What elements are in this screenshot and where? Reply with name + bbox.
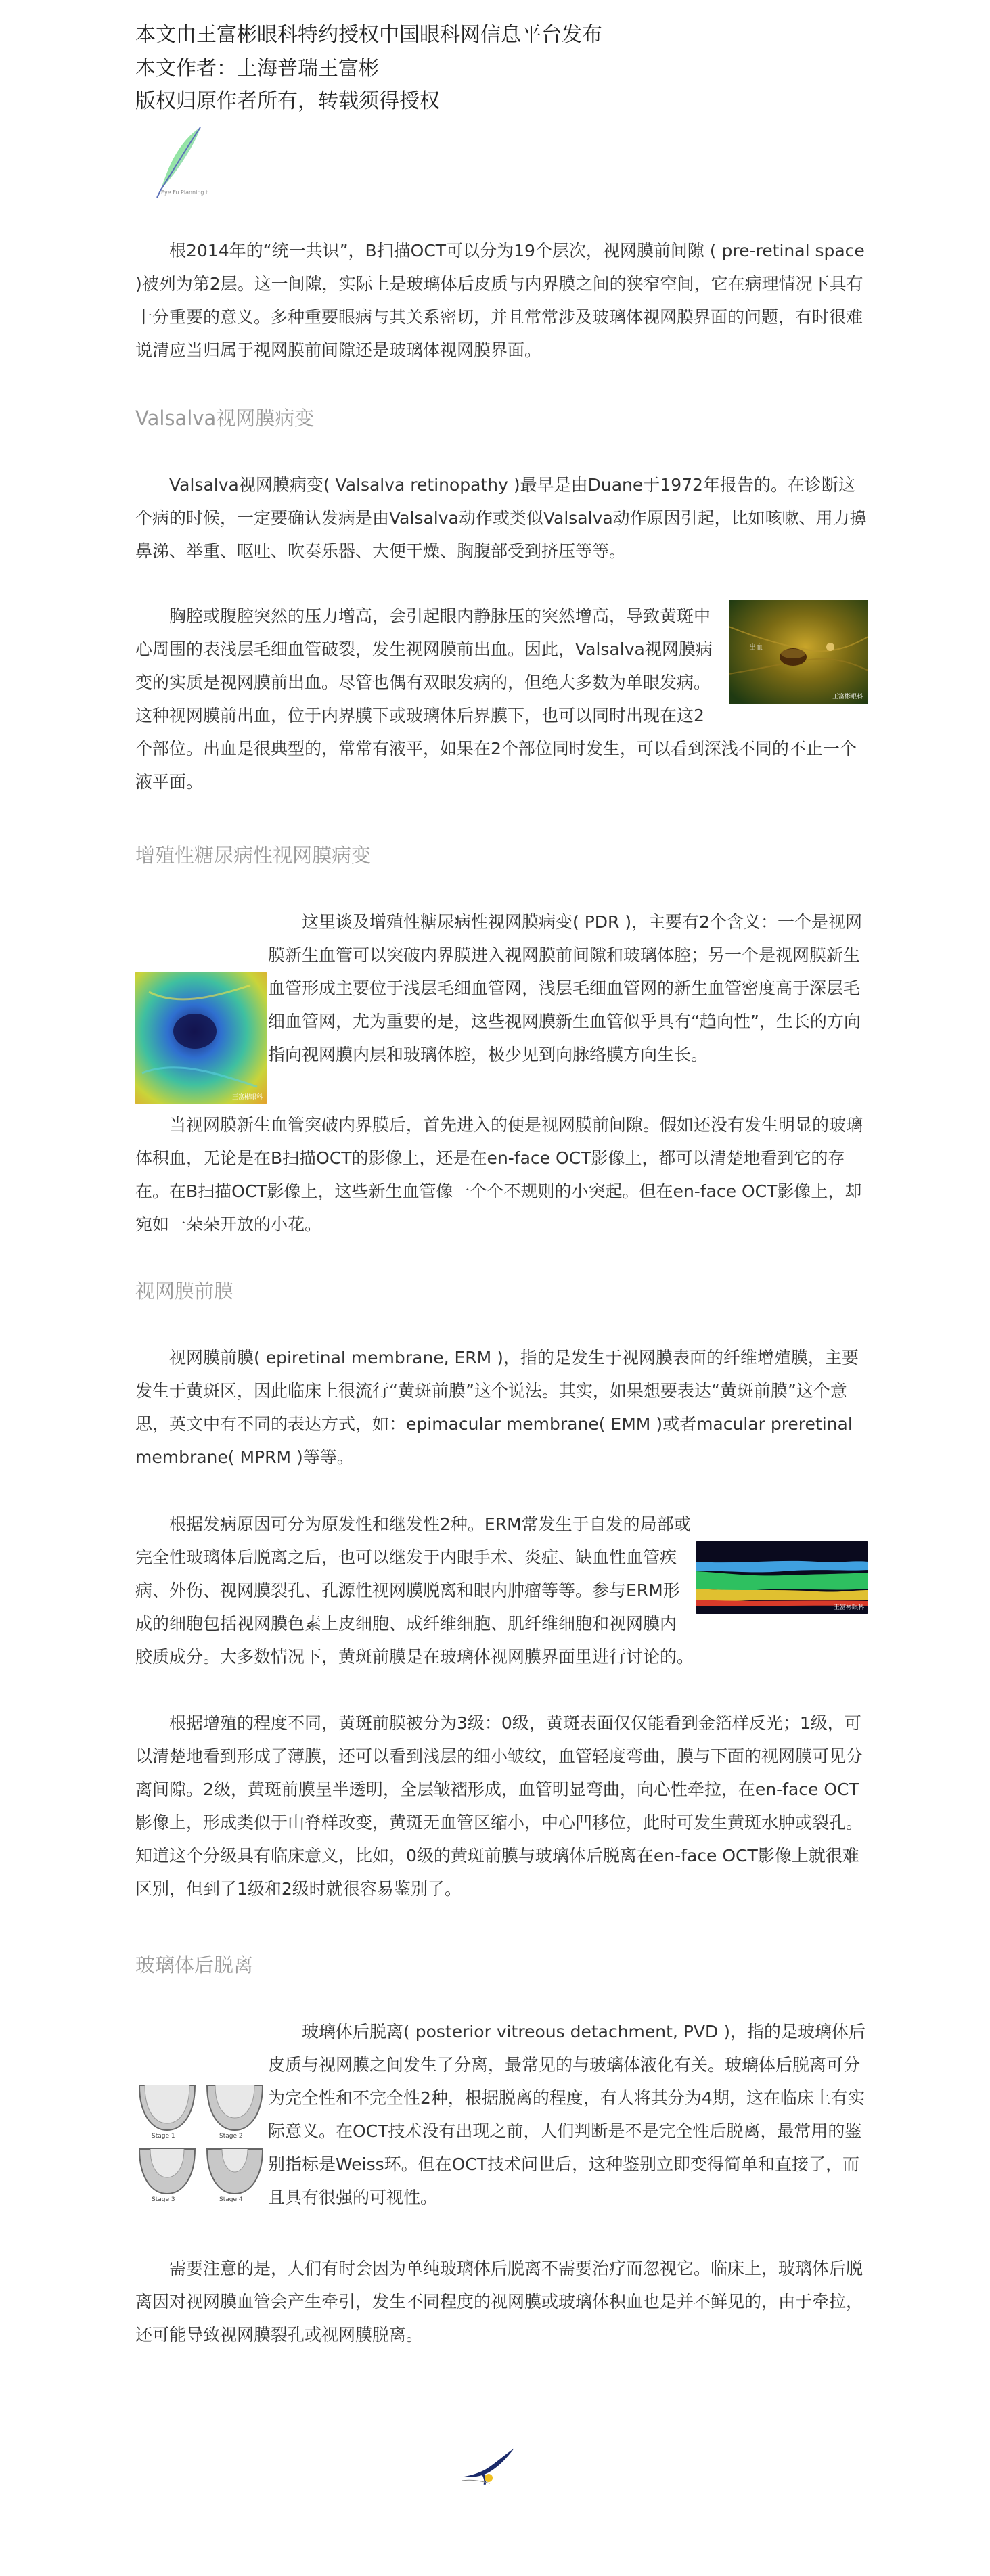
pdr-image-spacer <box>135 972 268 1104</box>
pdr-paragraph-1-text: 这里谈及增殖性糖尿病性视网膜病变( PDR )，主要有2个含义：一个是视网膜新生血管可以突破内界膜进入视网膜前间隙和玻璃体腔；另一个是视网膜新生血管形成主要位于浅层毛细血管网，浅层毛细血管网的新生血管密度高于深层毛细血管网，尤为重要的是，这些视网膜新生血管似乎具有“趋向性”，生长的方向指向视网膜内层和玻璃体腔，极少见到向脉络膜方向生长。 <box>268 912 863 1064</box>
pvd-stage-1-label: Stage 1 <box>152 2133 175 2140</box>
attribution-line: 本文由王富彬眼科特约授权中国眼科网信息平台发布 <box>135 23 602 47</box>
copyright-line: 版权归原作者所有，转载须得授权 <box>135 89 440 113</box>
valsalva-image-watermark: 王富彬眼科 <box>832 694 863 700</box>
pvd-paragraph-1 <box>135 2015 868 2214</box>
pdr-image-watermark: 王富彬眼科 <box>231 1094 263 1101</box>
erm-image-spacer <box>691 1541 868 1613</box>
intro-paragraph: 根2014年的“统一共识”，B扫描OCT可以分为19个层次，视网膜前间隙 ( pre-retinal space )被列为第2层。这一间隙，实际上是玻璃体后皮质与内界膜之间的狭窄空间，它在病理情况下具有十分重要的意义。多种重要眼病与其关系密切，并且常常涉及玻璃体视网膜界面的问题，有时很难说清应当归属于视网膜前间隙还是玻璃体视网膜界面。 <box>135 241 865 360</box>
section-title-pdr: 增殖性糖尿病性视网膜病变 <box>135 844 372 867</box>
author-line: 本文作者：上海普瑞王富彬 <box>135 57 379 81</box>
erm-paragraph-1: 视网膜前膜( epiretinal membrane, ERM )，指的是发生于视网膜表面的纤维增殖膜，主要发生于黄斑区，因此临床上很流行“黄斑前膜”这个说法。其实，如果想要表达“黄斑前膜”这个意思，英文中有不同的表达方式，如：epimacular membrane( EMM )或者macular preretinal membrane( MPRM )等等。 <box>135 1348 859 1467</box>
erm-image-watermark: 王富彬眼科 <box>833 1604 864 1611</box>
erm-paragraph-2 <box>135 1508 868 1673</box>
erm-paragraph-2-text: 根据发病原因可分为原发性和继发性2种。ERM常发生于自发的局部或完全性玻璃体后脱离之后，也可以继发于内眼手术、炎症、缺血性血管疾病、外伤、视网膜裂孔、孔源性视网膜脱离和眼内肿瘤等等。参与ERM形成的细胞包括视网膜色素上皮细胞、成纤维细胞、肌纤维细胞和视网膜内胶质成分。大多数情况下，黄斑前膜是在玻璃体视网膜界面里进行讨论的。 <box>135 1514 694 1667</box>
valsalva-image-spacer <box>721 600 868 704</box>
section-title-valsalva: Valsalva视网膜病变 <box>135 407 315 430</box>
feather-logo <box>148 123 223 204</box>
pvd-stage-2-label: Stage 2 <box>219 2133 243 2140</box>
erm-paragraph-3: 根据增殖的程度不同，黄斑前膜被分为3级：0级，黄斑表面仅仅能看到金箔样反光；1级，可以清楚地看到形成了薄膜，还可以看到浅层的细小皱纹，血管轻度弯曲，膜与下面的视网膜可见分离间隙。2级，黄斑前膜呈半透明，全层皱褶形成，血管明显弯曲，向心性牵拉，在en-face OCT影像上，形成类似于山脊样改变，黄斑无血管区缩小，中心凹移位，此时可发生黄斑水肿或裂孔。知道这个分级具有临床意义，比如，0级的黄斑前膜与玻璃体后脱离在en-face OCT影像上就很难区别，但到了1级和2级时就很容易鉴别了。 <box>135 1713 863 1899</box>
pdr-paragraph-2: 当视网膜新生血管突破内界膜后，首先进入的便是视网膜前间隙。假如还没有发生明显的玻璃体积血，无论是在B扫描OCT的影像上，还是在en-face OCT影像上，都可以清楚地看到它的存在。在B扫描OCT影像上，这些新生血管像一个个不规则的小突起。但在en-face OCT影像上，却宛如一朵朵开放的小花。 <box>135 1115 863 1234</box>
pvd-paragraph-1-text: 玻璃体后脱离( posterior vitreous detachment, PVD )，指的是玻璃体后皮质与视网膜之间发生了分离，最常见的与玻璃体液化有关。玻璃体后脱离可分为完全性和不完全性2种，根据脱离的程度，有人将其分为4期，这在临床上有实际意义。在OCT技术没有出现之前，人们判断是不是完全性后脱离，最常用的鉴别指标是Weiss环。但在OCT技术问世后，这种鉴别立即变得简单和直接了，而且具有很强的可视性。 <box>268 2022 865 2207</box>
section-title-erm: 视网膜前膜 <box>135 1280 234 1303</box>
hemorrhage-annotation: 出血 <box>749 644 763 652</box>
logo-caption: Eye Fu Planning t <box>161 189 208 196</box>
pvd-diagram-spacer <box>135 2081 268 2207</box>
valsalva-paragraph-2-text: 胸腔或腹腔突然的压力增高，会引起眼内静脉压的突然增高，导致黄斑中心周围的表浅层毛细血管破裂，发生视网膜前出血。因此，Valsalva视网膜病变的实质是视网膜前出血。尽管也偶有双眼发病的，但绝大多数为单眼发病。这种视网膜前出血，位于内界膜下或玻璃体后界膜下，也可以同时出现在这2个部位。出血是很典型的，常常有液平，如果在2个部位同时发生，可以看到深浅不同的不止一个液平面。 <box>135 606 857 792</box>
bird-logo <box>457 2445 520 2487</box>
pvd-paragraph-2: 需要注意的是，人们有时会因为单纯玻璃体后脱离不需要治疗而忽视它。临床上，玻璃体后脱离因对视网膜血管会产生牵引，发生不同程度的视网膜或玻璃体积血也是并不鲜见的，由于牵拉，还可能导致视网膜裂孔或视网膜脱离。 <box>135 2259 863 2345</box>
section-title-pvd: 玻璃体后脱离 <box>135 1953 254 1976</box>
pvd-stage-4-label: Stage 4 <box>219 2196 243 2203</box>
valsalva-paragraph-1: Valsalva视网膜病变( Valsalva retinopathy )最早是由Duane于1972年报告的。在诊断这个病的时候，一定要确认发病是由Valsalva动作或类似Valsalva动作原因引起，比如咳嗽、用力擤鼻涕、举重、呕吐、吹奏乐器、大便干燥、胸腹部受到挤压等等。 <box>135 475 867 561</box>
pvd-stage-3-label: Stage 3 <box>152 2196 175 2203</box>
pdr-paragraph-1 <box>135 905 868 1104</box>
valsalva-paragraph-2 <box>135 600 868 798</box>
